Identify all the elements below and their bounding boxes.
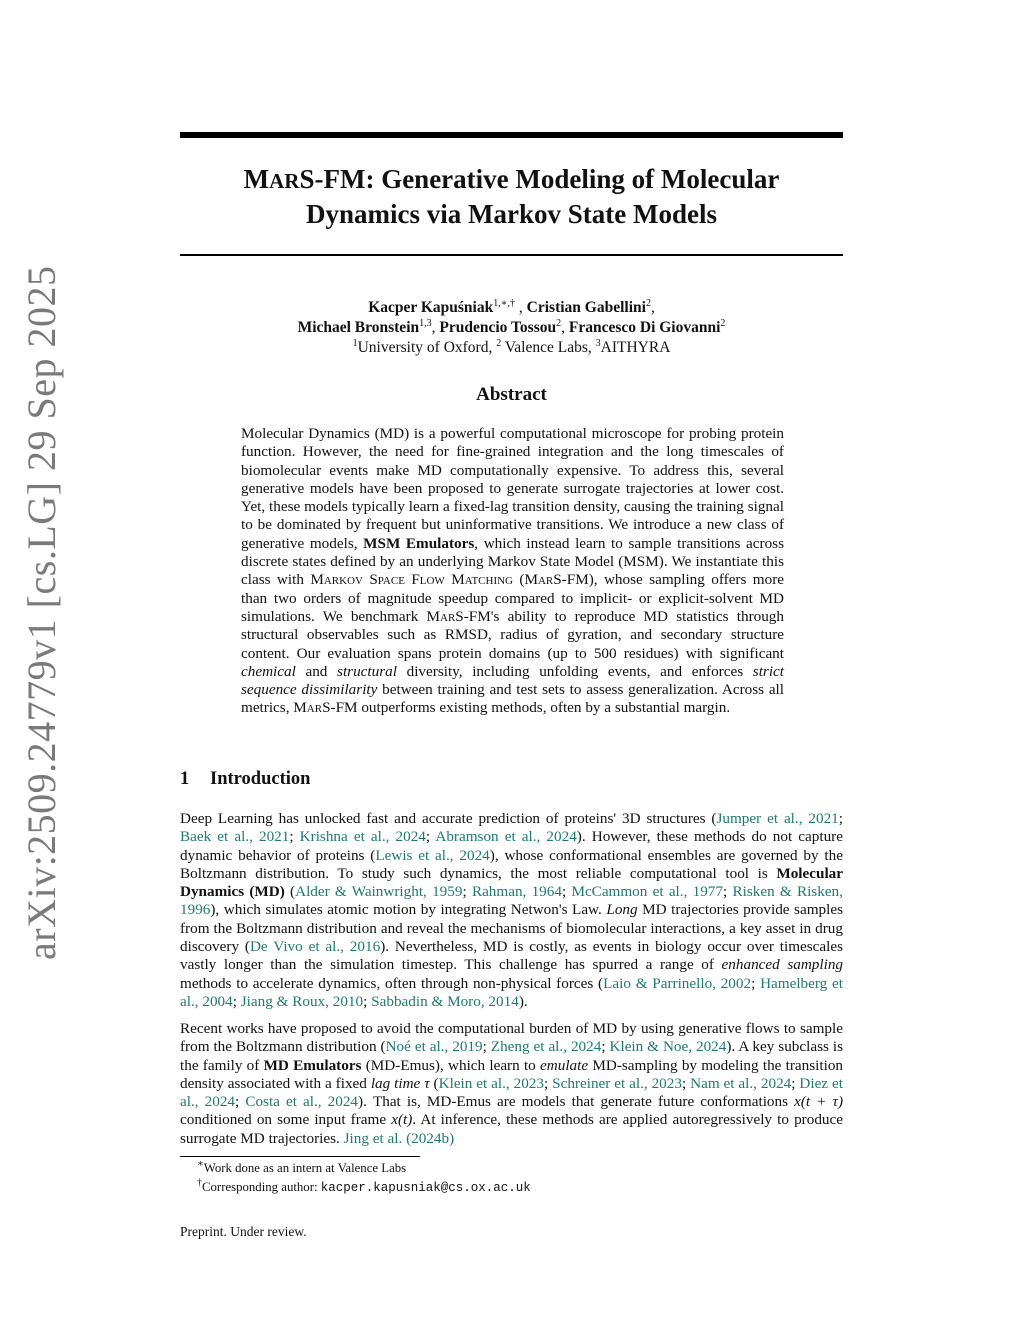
affiliations: $^1$University of Oxford, $^2$ Valence Labs, $^3$AITHYRA bbox=[352, 337, 671, 356]
citation-link[interactable]: Costa et al., 2024 bbox=[245, 1093, 359, 1111]
footnote-1: ∗Work done as an intern at Valence Labs bbox=[197, 1158, 407, 1175]
citation-link[interactable]: Zheng et al., 2024 bbox=[490, 1038, 602, 1056]
citation-link[interactable]: Abramson et al., 2024 bbox=[435, 828, 577, 846]
citation-link[interactable]: Lewis et al., 2024 bbox=[375, 846, 490, 864]
author-name: Michael Bronstein bbox=[297, 319, 420, 336]
email-link[interactable]: kacper.kapusniak@cs.ox.ac.uk bbox=[320, 1181, 531, 1195]
author-name: Kacper Kapuśniak bbox=[368, 299, 494, 316]
citation-link[interactable]: Hamelberg et al., 2004 bbox=[180, 974, 843, 1010]
citation-link[interactable]: Alder & Wainwright, 1959 bbox=[295, 883, 463, 901]
paper-title: MARS-FM: Generative Modeling of Molecular Dynamics via Markov State Models bbox=[243, 164, 780, 229]
citation-link[interactable]: Rahman, 1964 bbox=[471, 883, 562, 901]
citation-link[interactable]: Risken & Risken, 1996 bbox=[180, 883, 843, 919]
title-top-rule bbox=[180, 132, 843, 138]
author-name: Cristian Gabellini bbox=[526, 299, 646, 316]
citation-link[interactable]: Schreiner et al., 2023 bbox=[552, 1074, 682, 1092]
citation-link[interactable]: Jumper et al., 2021 bbox=[716, 810, 839, 827]
citation-link[interactable]: Noé et al., 2019 bbox=[385, 1038, 483, 1056]
abstract-text: Molecular Dynamics (MD) is a powerful computational microscope for probing protein function. However, the need for fine-grained integration and the long timescales of biomolecular events make MD computationally expensive. To address this, several generative models have been proposed to generate surrogate trajectories at lower cost. Yet, these models typically learn a fixed-lag transition density, causing the training signal to be dominated by frequent but uninformative transitions. We introduce a new class of generative models, MSM Emulators, which instead learn to sample transitions across discrete states defined by an underlying Markov State Model (MSM). We instantiate this class with Markov Space Flow Matching (MarS-FM), whose sampling offers more than two orders of magnitude speedup compared to implicit- or explicit-solvent MD simulations. We benchmark MarS-FM's ability to reproduce MD statistics through structural observables such as RMSD, radius of gyration, and secondary structure content. Our evaluation spans protein domains (up to 500 residues) with significant chemical and structural diversity, including unfolding events, and enforces strict sequence dissimilarity between training and test sets to assess generalization. Across all metrics, MarS-FM outperforms existing methods, often by a substantial margin. bbox=[241, 425, 785, 717]
section-heading-introduction: 1 Introduction bbox=[180, 769, 311, 789]
citation-link[interactable]: Klein et al., 2023 bbox=[438, 1074, 544, 1092]
intro-paragraph-2: Recent works have proposed to avoid the computational burden of MD by using generative flows to sample from the Boltzmann distribution (Noé et al., 2019; Zheng et al., 2024; Klein & Noe, 2024). A key subclass is the family of MD Emulators (MD-Emus), which learn to emulate MD-sampling by modeling the transition density associated with a fixed lag time τ (Klein et al., 2023; Schreiner et al., 2023; Nam et al., 2024; Diez et al., 2024; Costa et al., 2024). That is, MD-Emus are models that generate future conformations x(t + τ) conditioned on some input frame x(t). At inference, these methods are applied autoregressively to produce surrogate MD trajectories. Jing et al. (2024b) bbox=[180, 1020, 844, 1147]
citation-link[interactable]: Sabbadin & Moro, 2014 bbox=[371, 992, 519, 1010]
title-bottom-rule bbox=[180, 254, 843, 256]
abstract-heading: Abstract bbox=[476, 384, 547, 405]
footnotes bbox=[197, 1159, 531, 1198]
citation-link[interactable]: McCammon et al., 1977 bbox=[571, 883, 723, 901]
author-block: Kacper Kapuśniak$^{1,∗,\dagger}$ , Cristian Gabellini$^2$, Michael Bronstein$^{1,3}$, Prudencio Tossou$^2$, Francesco Di Giovanni$^2$ $^1$University of Oxford, $^2$ Valence Labs, $^3$AITHYRA bbox=[180, 298, 843, 358]
footnote-rule bbox=[180, 1156, 420, 1157]
citation-link[interactable]: Jiang & Roux, 2010 bbox=[240, 992, 364, 1010]
citation-link[interactable]: Baek et al., 2021 bbox=[180, 828, 290, 846]
citation-link[interactable]: De Vivo et al., 2016 bbox=[249, 938, 381, 956]
author-name: Francesco Di Giovanni bbox=[568, 319, 721, 336]
footnote-2: †Corresponding author: kacper.kapusniak@cs.ox.ac.uk bbox=[197, 1177, 531, 1195]
citation-link[interactable]: Krishna et al., 2024 bbox=[299, 828, 426, 846]
preprint-note: Preprint. Under review. bbox=[180, 1224, 307, 1239]
intro-paragraph-1: Deep Learning has unlocked fast and accurate prediction of proteins' 3D structures (Jumper et al., 2021; Baek et al., 2021; Krishna et al., 2024; Abramson et al., 2024). However, these methods do not capture dynamic behavior of proteins (Lewis et al., 2024), whose conformational ensembles are governed by the Boltzmann distribution. To study such dynamics, the most reliable computational tool is Molecular Dynamics (MD) (Alder & Wainwright, 1959; Rahman, 1964; McCammon et al., 1977; Risken & Risken, 1996), which simulates atomic motion by integrating Netwon's Law. Long MD trajectories provide samples from the Boltzmann distribution and reveal the mechanisms of biomolecular interactions, a key asset in drug discovery (De Vivo et al., 2016). Nevertheless, MD is costly, as events in biology occur over timescales vastly longer than the simulation timestep. This challenge has spurred a range of enhanced sampling methods to accelerate dynamics, often through non-physical forces (Laio & Parrinello, 2002; Hamelberg et al., 2004; Jiang & Roux, 2010; Sabbadin & Moro, 2014). bbox=[180, 810, 844, 1010]
citation-link[interactable]: Jing et al. (2024b) bbox=[343, 1129, 455, 1147]
citation-link[interactable]: Nam et al., 2024 bbox=[690, 1074, 792, 1092]
author-name: Prudencio Tossou bbox=[439, 319, 557, 336]
citation-link[interactable]: Laio & Parrinello, 2002 bbox=[603, 974, 752, 992]
arxiv-side-stamp: arXiv:2509.24779v1 [cs.LG] 29 Sep 2025 bbox=[19, 265, 64, 960]
citation-link[interactable]: Klein & Noe, 2024 bbox=[609, 1038, 727, 1056]
citation-link[interactable]: Diez et al., 2024 bbox=[180, 1074, 843, 1111]
